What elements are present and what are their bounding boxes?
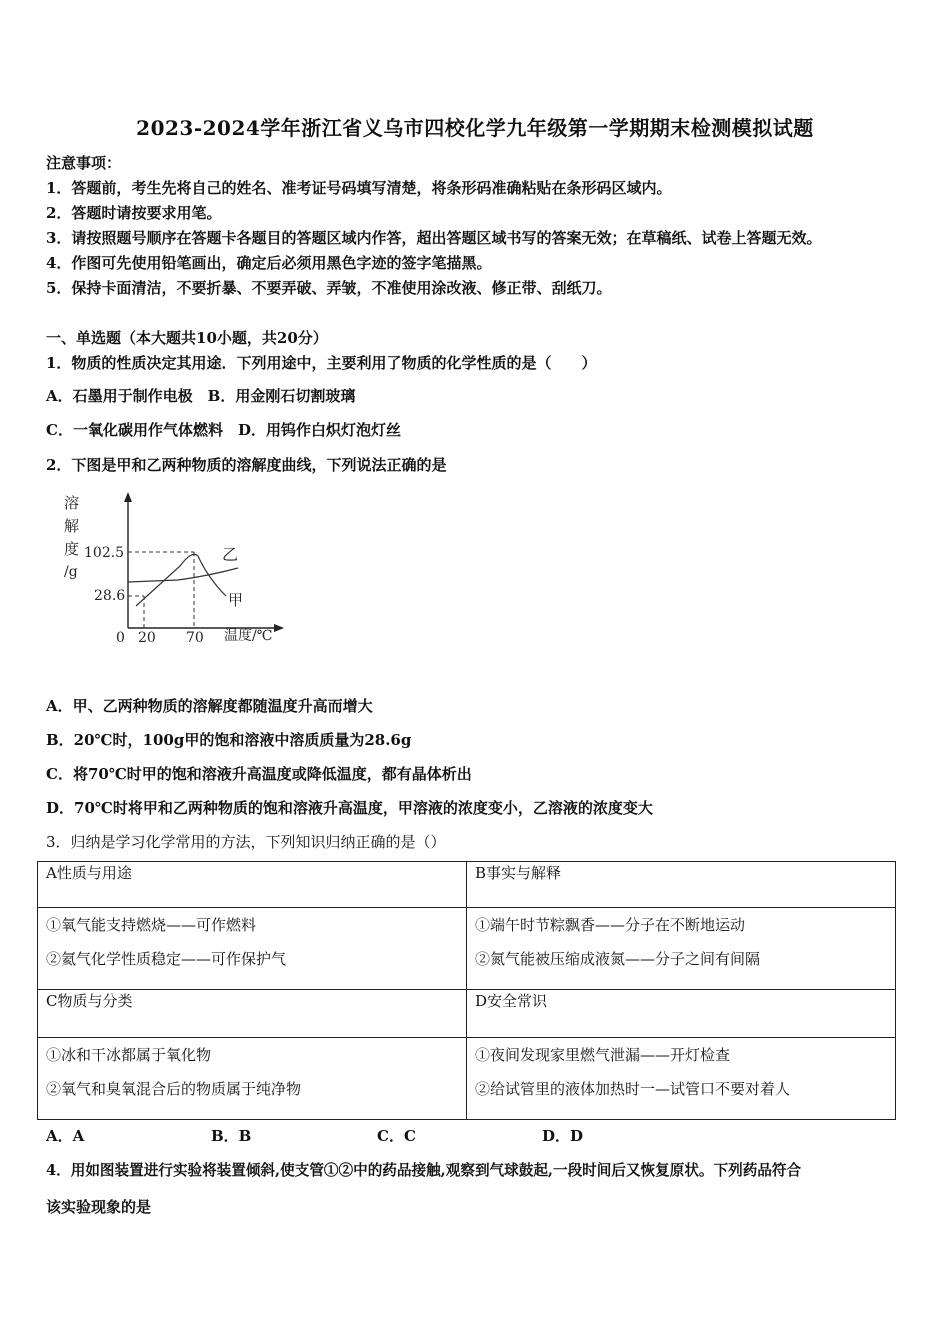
notice-item: 1．答题前，考生先将自己的姓名、准考证号码填写清楚，将条形码准确粘贴在条形码区域内。	[46, 179, 672, 197]
q1-stem: 1．物质的性质决定其用途．下列用途中，主要利用了物质的化学性质的是（ ）	[46, 354, 597, 372]
y-axis-arrow	[124, 492, 132, 502]
table-cell-c-body	[38, 1038, 467, 1120]
y-label-char: 解	[64, 517, 80, 535]
notice-item: 4．作图可先使用铅笔画出，确定后必须用黑色字迹的签字笔描黑。	[46, 254, 492, 272]
q3-choice: B．B	[211, 1127, 252, 1145]
table-cell-a-body	[38, 908, 467, 990]
q4-stem-line1: 4．用如图装置进行实验将装置倾斜,使支管①②中的药品接触,观察到气球鼓起,一段时间后又恢复原状。下列药品符合	[46, 1162, 802, 1179]
cell-text: C物质与分类	[46, 992, 133, 1010]
section-heading: 一、单选题（本大题共10小题，共20分）	[46, 329, 328, 347]
y-label-char: 溶	[64, 494, 80, 512]
cell-line: ②氦气化学性质稳定——可作保护气	[46, 950, 287, 968]
y-tick-label: 102.5	[84, 545, 125, 561]
cell-line: ①氧气能支持燃烧——可作燃料	[46, 916, 257, 934]
cell-line: ②氧气和臭氧混合后的物质属于纯净物	[46, 1080, 302, 1098]
cell-line: ②氮气能被压缩成液氮——分子之间有间隔	[475, 950, 761, 968]
series-label-jia: 甲	[228, 591, 244, 609]
notice-item: 3．请按照题号顺序在答题卡各题目的答题区域内作答，超出答题区域书写的答案无效；在草稿纸、试卷上答题无效。	[46, 229, 822, 247]
table-cell-c-head	[38, 990, 467, 1038]
page-title: 2023-2024学年浙江省义乌市四校化学九年级第一学期期末检测模拟试题	[136, 116, 814, 140]
q1-options-row1: A．石墨用于制作电极 B．用金刚石切割玻璃	[46, 387, 356, 405]
x-tick-label: 70	[186, 630, 204, 646]
cell-line: ①夜间发现家里燃气泄漏——开灯检查	[475, 1046, 731, 1064]
x-tick-label: 20	[138, 630, 156, 646]
y-label-char: 度	[64, 540, 80, 558]
cell-line: ①冰和干冰都属于氧化物	[46, 1046, 212, 1064]
q2-option: D．70℃时将甲和乙两种物质的饱和溶液升高温度，甲溶液的浓度变小，乙溶液的浓度变大	[46, 799, 653, 817]
x-tick-label: 0	[116, 630, 125, 646]
q2-option: C．将70℃时甲的饱和溶液升高温度或降低温度，都有晶体析出	[46, 765, 472, 783]
notice-item: 2．答题时请按要求用笔。	[46, 204, 222, 222]
cell-text: D安全常识	[475, 992, 548, 1010]
table-cell-d-head	[467, 990, 896, 1038]
table-cell-d-body	[467, 1038, 896, 1120]
solubility-chart	[58, 488, 298, 658]
q3-choice: D．D	[542, 1127, 584, 1145]
y-axis-label	[64, 494, 79, 580]
y-tick-label: 28.6	[94, 588, 126, 604]
cell-text: A性质与用途	[46, 864, 132, 882]
notice-heading: 注意事项：	[46, 154, 122, 172]
curve-yi	[128, 568, 238, 582]
q3-choice: C．C	[377, 1127, 416, 1145]
series-label-yi: 乙	[222, 545, 239, 564]
notice-item: 5．保持卡面清洁，不要折暴、不要弄破、弄皱，不准使用涂改液、修正带、刮纸刀。	[46, 279, 612, 297]
q3-knowledge-table	[37, 861, 896, 1120]
table-cell-b-head	[467, 862, 896, 908]
table-cell-a-head	[38, 862, 467, 908]
cell-line: ①端午时节粽飘香——分子在不断地运动	[475, 916, 746, 934]
cell-text: B事实与解释	[475, 864, 562, 882]
x-axis-arrow	[274, 624, 284, 632]
cell-line: ②给试管里的液体加热时一—试管口不要对着人	[475, 1080, 791, 1098]
q3-choice: A．A	[46, 1127, 85, 1145]
q4-stem-line2: 该实验现象的是	[46, 1198, 152, 1216]
q2-option: A．甲、乙两种物质的溶解度都随温度升高而增大	[46, 697, 373, 715]
q2-stem: 2．下图是甲和乙两种物质的溶解度曲线，下列说法正确的是	[46, 456, 447, 474]
q1-options-row2: C．一氧化碳用作气体燃料 D．用钨作白炽灯泡灯丝	[46, 421, 401, 439]
table-cell-b-body	[467, 908, 896, 990]
y-label-char: /g	[64, 564, 78, 580]
x-axis-label: 温度/℃	[224, 628, 273, 644]
q2-option: B．20℃时，100g甲的饱和溶液中溶质质量为28.6g	[46, 731, 412, 749]
q3-stem: 3．归纳是学习化学常用的方法，下列知识归纳正确的是（）	[46, 833, 446, 851]
